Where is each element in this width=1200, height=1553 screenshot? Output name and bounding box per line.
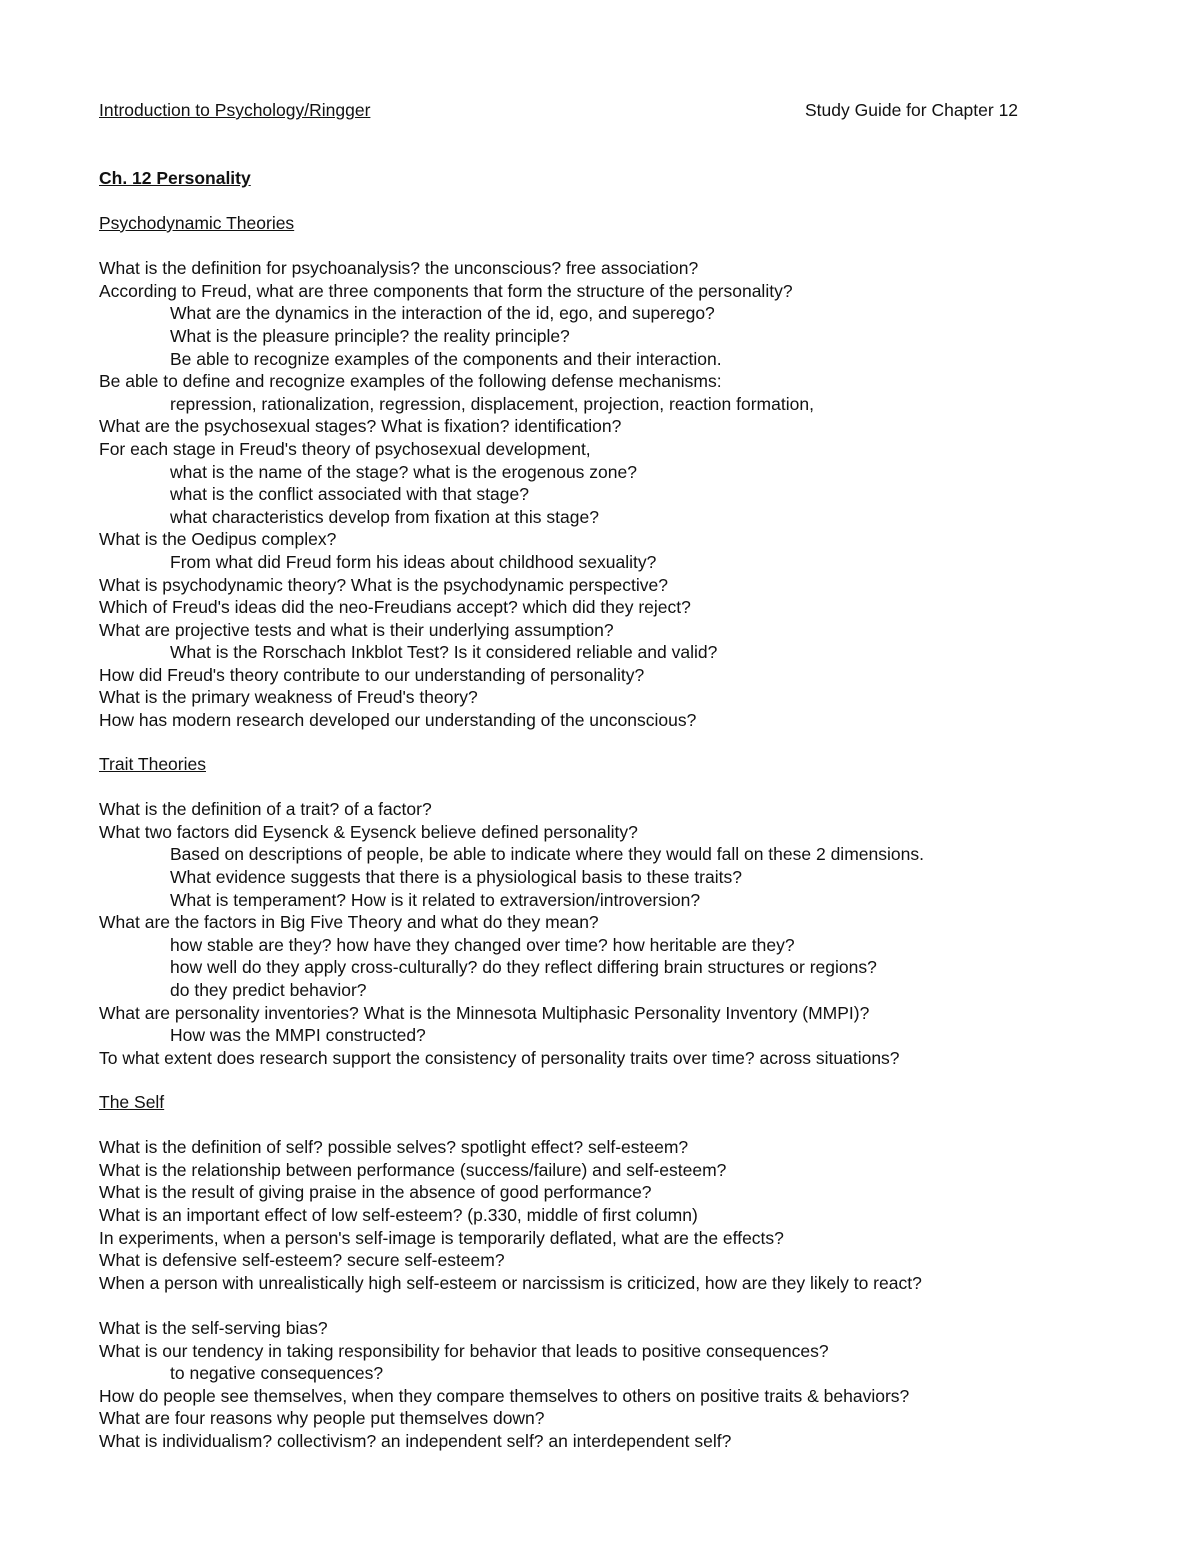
study-question-sub: to negative consequences? xyxy=(170,1363,384,1384)
study-question: What is an important effect of low self-esteem? (p.330, middle of first column) xyxy=(99,1204,698,1225)
study-question-sub: How was the MMPI constructed? xyxy=(170,1025,426,1046)
study-question: What are the psychosexual stages? What is fixation? identification? xyxy=(99,416,622,437)
study-question: Be able to define and recognize examples of the following defense mechanisms: xyxy=(99,371,722,392)
study-question-sub: From what did Freud form his ideas about childhood sexuality? xyxy=(170,551,657,572)
study-question: To what extent does research support the consistency of personality traits over time? across situations? xyxy=(99,1047,900,1068)
study-question: What is the relationship between performance (success/failure) and self-esteem? xyxy=(99,1159,727,1180)
study-question: What is individualism? collectivism? an independent self? an interdependent self? xyxy=(99,1430,732,1451)
study-question: What is the definition of a trait? of a factor? xyxy=(99,799,432,820)
study-question-sub: What are the dynamics in the interaction of the id, ego, and superego? xyxy=(170,303,715,324)
study-question: What is the definition for psychoanalysis? the unconscious? free association? xyxy=(99,258,699,279)
study-question: In experiments, when a person's self-image is temporarily deflated, what are the effects? xyxy=(99,1227,784,1248)
section-heading: The Self xyxy=(99,1092,165,1112)
study-question: When a person with unrealistically high self-esteem or narcissism is criticized, how are they likely to react? xyxy=(99,1272,922,1293)
study-question-sub: how well do they apply cross-culturally? do they reflect differing brain structures or regions? xyxy=(170,957,877,978)
guide-title: Study Guide for Chapter 12 xyxy=(805,100,1019,120)
study-question-sub: what characteristics develop from fixation at this stage? xyxy=(170,506,599,527)
study-question: What are projective tests and what is their underlying assumption? xyxy=(99,619,614,640)
study-question: What is the primary weakness of Freud's theory? xyxy=(99,687,478,708)
study-question: What are four reasons why people put themselves down? xyxy=(99,1408,545,1429)
section-heading: Psychodynamic Theories xyxy=(99,213,295,233)
study-question-sub: What evidence suggests that there is a physiological basis to these traits? xyxy=(170,866,742,887)
study-question-sub: What is temperament? How is it related to extraversion/introversion? xyxy=(170,889,701,910)
study-question: What is the self-serving bias? xyxy=(99,1317,328,1338)
document-page xyxy=(99,99,1099,1451)
study-question: According to Freud, what are three components that form the structure of the personality? xyxy=(99,280,793,301)
study-question: What two factors did Eysenck & Eysenck believe defined personality? xyxy=(99,821,638,842)
page-header xyxy=(99,99,1099,121)
study-question: How do people see themselves, when they compare themselves to others on positive traits & behaviors? xyxy=(99,1385,910,1406)
study-question-sub: do they predict behavior? xyxy=(170,979,367,1000)
study-question: What is our tendency in taking responsibility for behavior that leads to positive consequences? xyxy=(99,1340,829,1361)
section-spacer xyxy=(99,1114,1099,1137)
study-question: What is the definition of self? possible selves? spotlight effect? self-esteem? xyxy=(99,1137,689,1158)
section-trait-theories xyxy=(99,753,1099,1069)
study-question: How did Freud's theory contribute to our understanding of personality? xyxy=(99,664,645,685)
section-spacer xyxy=(99,776,1099,799)
study-question: What is defensive self-esteem? secure self-esteem? xyxy=(99,1250,505,1271)
study-question: Which of Freud's ideas did the neo-Freudians accept? which did they reject? xyxy=(99,597,691,618)
study-question: What are personality inventories? What is the Minnesota Multiphasic Personality Inventory (MMPI)? xyxy=(99,1002,870,1023)
section-spacer xyxy=(99,235,1099,258)
study-question: What is the result of giving praise in the absence of good performance? xyxy=(99,1182,652,1203)
section-psychodynamic-theories xyxy=(99,212,1099,732)
study-question: For each stage in Freud's theory of psychosexual development, xyxy=(99,438,591,459)
study-question-sub: Be able to recognize examples of the components and their interaction. xyxy=(170,348,722,369)
study-question-sub: What is the pleasure principle? the reality principle? xyxy=(170,325,570,346)
study-question xyxy=(99,1294,1099,1317)
study-question: What is psychodynamic theory? What is the psychodynamic perspective? xyxy=(99,574,669,595)
study-question-sub: how stable are they? how have they changed over time? how heritable are they? xyxy=(170,934,795,955)
section-heading: Trait Theories xyxy=(99,754,206,774)
study-question-sub: repression, rationalization, regression, displacement, projection, reaction formation, xyxy=(170,393,814,414)
study-question-sub: what is the conflict associated with that stage? xyxy=(170,484,529,505)
study-question: How has modern research developed our understanding of the unconscious? xyxy=(99,710,697,731)
study-question: What is the Oedipus complex? xyxy=(99,529,337,550)
chapter-title: Ch. 12 Personality xyxy=(99,168,251,188)
study-question-sub: Based on descriptions of people, be able to indicate where they would fall on these 2 dimensions. xyxy=(170,844,924,865)
section-the-self xyxy=(99,1091,1099,1453)
course-title: Introduction to Psychology/Ringger xyxy=(99,100,371,120)
study-question-sub: what is the name of the stage? what is the erogenous zone? xyxy=(170,461,637,482)
study-question: What are the factors in Big Five Theory and what do they mean? xyxy=(99,912,599,933)
study-question-sub: What is the Rorschach Inkblot Test? Is it considered reliable and valid? xyxy=(170,642,718,663)
